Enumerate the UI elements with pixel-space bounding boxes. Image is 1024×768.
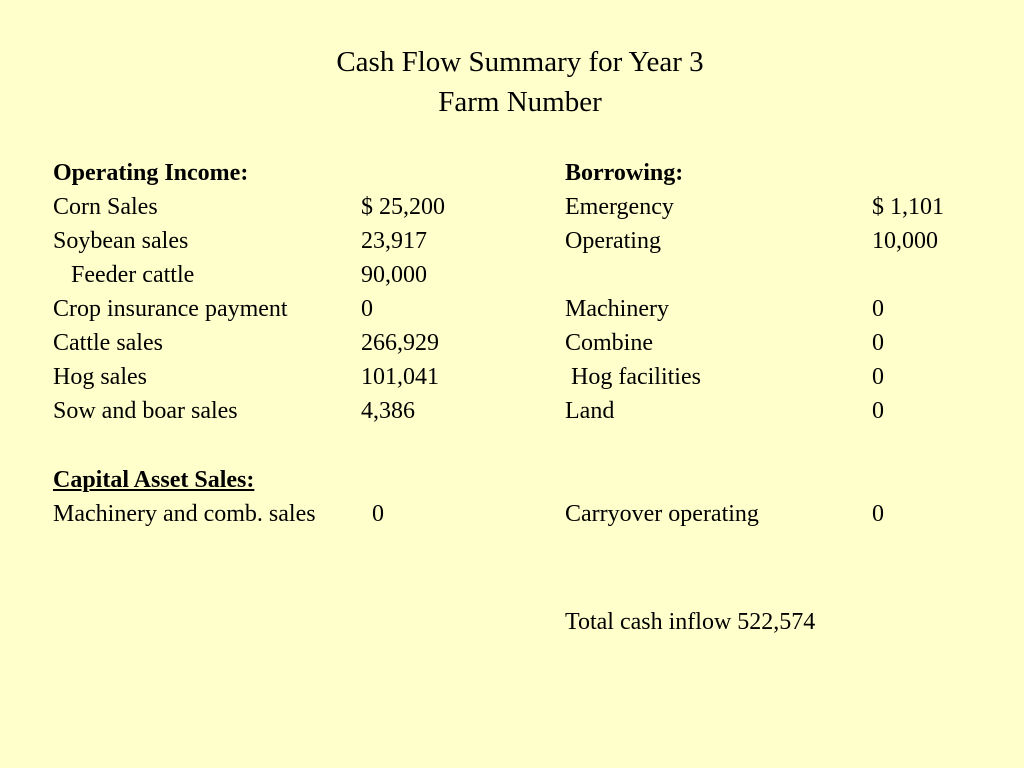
borrowing-value: 10,000 — [872, 228, 938, 254]
borrowing-label: Operating — [565, 228, 661, 254]
income-label: Soybean sales — [53, 228, 189, 254]
income-value: 0 — [361, 296, 373, 322]
borrowing-label: Emergency — [565, 194, 674, 220]
income-label: Crop insurance payment — [53, 296, 288, 322]
title-line-2: Farm Number — [438, 86, 602, 118]
total-label: Total cash inflow — [565, 609, 732, 635]
borrowing-value: 0 — [872, 501, 884, 527]
income-value: 101,041 — [361, 364, 439, 390]
borrowing-label: Combine — [565, 330, 653, 356]
income-label: Sow and boar sales — [53, 398, 238, 424]
borrowing-label: Carryover operating — [565, 501, 759, 527]
capital-value: 0 — [372, 501, 384, 527]
borrowing-label: Machinery — [565, 296, 669, 322]
income-value: 4,386 — [361, 398, 415, 424]
borrowing-value: 0 — [872, 364, 884, 390]
capital-asset-sales-heading: Capital Asset Sales: — [53, 467, 255, 493]
borrowing-value: 0 — [872, 398, 884, 424]
income-value: $ 25,200 — [361, 194, 445, 220]
borrowing-value: 0 — [872, 296, 884, 322]
borrowing-value: 0 — [872, 330, 884, 356]
income-label: Feeder cattle — [53, 262, 195, 288]
borrowing-label: Hog facilities — [565, 364, 701, 390]
capital-label: Machinery and comb. sales — [53, 501, 316, 527]
income-value: 23,917 — [361, 228, 427, 254]
total-cash-inflow — [565, 608, 815, 636]
income-label: Corn Sales — [53, 194, 158, 220]
total-value: 522,574 — [737, 609, 816, 635]
operating-income-heading: Operating Income: — [53, 160, 249, 186]
borrowing-heading: Borrowing: — [565, 160, 684, 186]
income-value: 266,929 — [361, 330, 439, 356]
borrowing-label: Land — [565, 398, 615, 424]
income-label: Hog sales — [53, 364, 147, 390]
income-value: 90,000 — [361, 262, 427, 288]
title-line-1: Cash Flow Summary for Year 3 — [336, 46, 704, 78]
income-label: Cattle sales — [53, 330, 163, 356]
borrowing-value: $ 1,101 — [872, 194, 944, 220]
